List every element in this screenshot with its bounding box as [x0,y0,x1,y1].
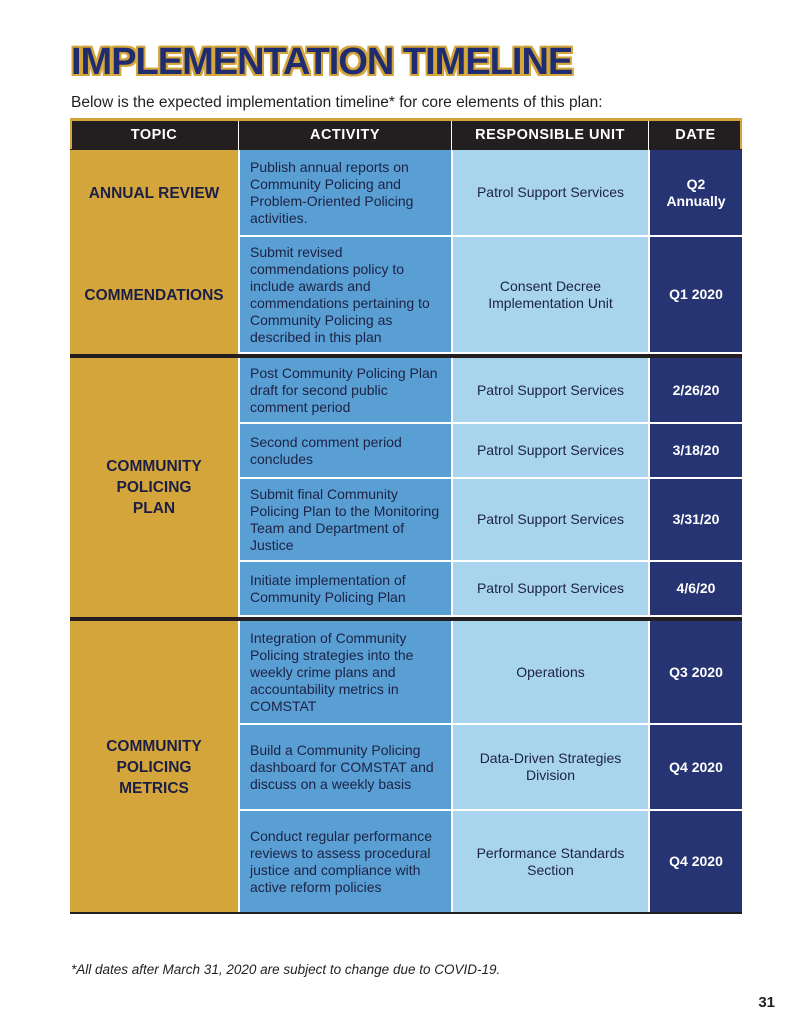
responsible-unit-cell: Performance Standards Section [451,811,648,914]
activity-cell: Integration of Community Policing strategies into the weekly crime plans and accountability metrics in COMSTAT [238,621,451,725]
table-left-border [70,118,72,149]
activity-cell: Conduct regular performance reviews to assess procedural justice and compliance with active reform policies [238,811,451,914]
responsible-unit-cell: Patrol Support Services [451,479,648,562]
table-top-border [70,118,742,121]
responsible-unit-cell: Patrol Support Services [451,562,648,617]
date-cell: 2/26/20 [648,358,742,424]
activity-cell: Submit final Community Policing Plan to the Monitoring Team and Department of Justice [238,479,451,562]
date-cell: Q1 2020 [648,237,742,354]
topic-community-policing-plan: COMMUNITY POLICING PLAN [70,358,238,617]
page-number: 31 [758,994,775,1011]
activity-cell: Initiate implementation of Community Policing Plan [238,562,451,617]
activity-cell: Second comment period concludes [238,424,451,479]
column-header-activity: ACTIVITY [238,120,451,150]
date-cell: Q4 2020 [648,725,742,811]
table-right-border [740,118,742,149]
activity-cell: Post Community Policing Plan draft for second public comment period [238,358,451,424]
activity-cell: Build a Community Policing dashboard for COMSTAT and discuss on a weekly basis [238,725,451,811]
column-header-topic: TOPIC [70,120,238,150]
topic-community-policing-metrics: COMMUNITY POLICING METRICS [70,621,238,914]
date-cell: 4/6/20 [648,562,742,617]
date-cell: Q4 2020 [648,811,742,914]
activity-cell: Submit revised commendations policy to include awards and commendations pertaining to Community Policing as described in this plan [238,237,451,354]
responsible-unit-cell: Patrol Support Services [451,358,648,424]
responsible-unit-cell: Patrol Support Services [451,150,648,237]
activity-cell: Publish annual reports on Community Policing and Problem-Oriented Policing activities. [238,150,451,237]
date-cell: Q3 2020 [648,621,742,725]
table-bottom-border [70,912,742,914]
responsible-unit-cell: Operations [451,621,648,725]
implementation-timeline-table [70,120,742,914]
intro-text: Below is the expected implementation timeline* for core elements of this plan: [71,94,603,111]
column-header-responsible-unit: RESPONSIBLE UNIT [451,120,648,150]
responsible-unit-cell: Consent Decree Implementation Unit [451,237,648,354]
page-title: IMPLEMENTATION TIMELINE [71,41,573,83]
date-cell: 3/31/20 [648,479,742,562]
responsible-unit-cell: Data-Driven Strategies Division [451,725,648,811]
responsible-unit-cell: Patrol Support Services [451,424,648,479]
topic-annual-review: ANNUAL REVIEW [70,150,238,237]
date-cell: Q2 Annually [648,150,742,237]
column-header-date: DATE [648,120,742,150]
footnote: *All dates after March 31, 2020 are subject to change due to COVID-19. [71,962,501,977]
date-cell: 3/18/20 [648,424,742,479]
topic-commendations: COMMENDATIONS [70,237,238,354]
